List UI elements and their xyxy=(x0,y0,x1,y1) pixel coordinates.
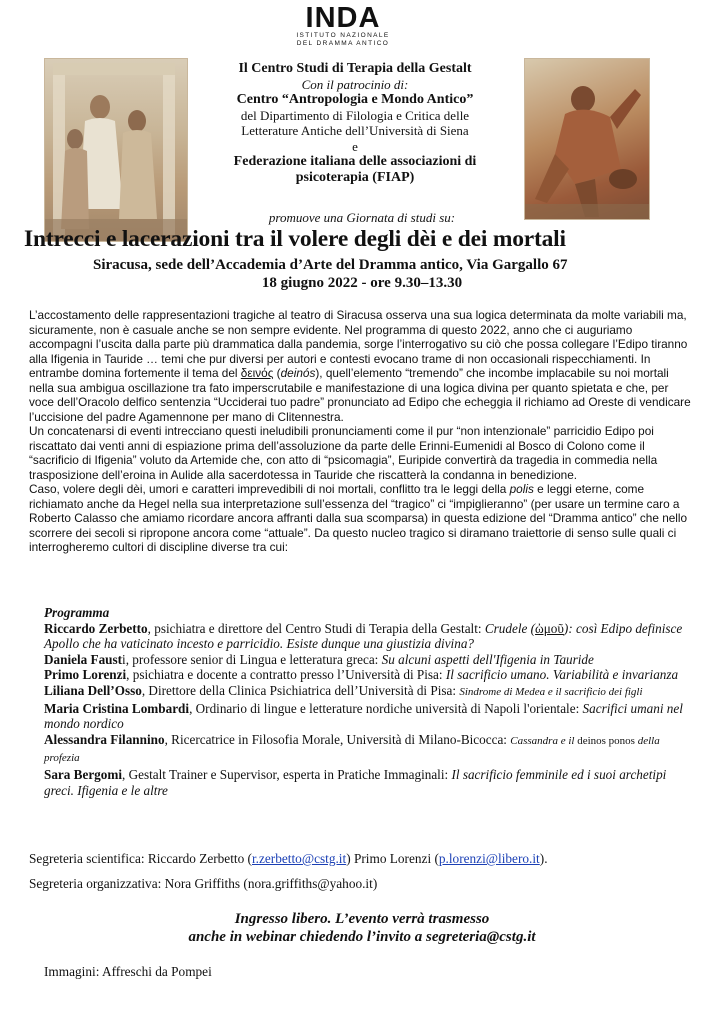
talk-title-term: deinos ponos xyxy=(577,734,635,747)
description-paragraph-1 xyxy=(29,308,694,424)
speaker-name: Daniela Faust xyxy=(44,651,123,667)
speaker-name: Riccardo Zerbetto xyxy=(44,620,148,636)
scientific-secretariat xyxy=(29,851,699,867)
federation-line-1: Federazione italiana delle associazioni di xyxy=(233,154,477,169)
programme-entry xyxy=(44,732,694,767)
department-line-2: Letterature Antiche dell’Università di Siena xyxy=(241,123,469,138)
programme-heading: Programma xyxy=(44,605,110,620)
speaker-name: Alessandra Filannino xyxy=(44,731,165,747)
secretariat-mid: ) Primo Lorenzi ( xyxy=(346,851,439,866)
programme-section xyxy=(44,605,694,798)
programme-entry xyxy=(44,683,694,701)
patronage-label: Con il patrocinio di: xyxy=(301,76,409,92)
description-paragraph-2: Un concatenarsi di eventi intrecciano questi ineludibili pronunciamenti come il pur “non intenzionale” parricidio Edipo poi riscattato dai venti anni di espiazione prima dell’assoluzione da parte delle Erinni-Eumenidi al Bosco di Colono come il “sacrificio di Ifigenia” voluto da Artemide che, con atto di “psicomagia”, Euripide convertirà da tragedia in commedia nella trasposizione dell’eroina in Aulide alla sacerdotessa in Tauride che riscatterà la condanna in benedizione. xyxy=(29,424,658,482)
programme-entry xyxy=(44,652,694,668)
event-header xyxy=(190,61,520,185)
logo-subtitle-2: DEL DRAMMA ANTICO xyxy=(296,40,390,47)
talk-title: Sindrome di Medea e il sacrificio dei figli xyxy=(459,685,643,698)
conjunction: e xyxy=(352,138,358,154)
admission-note xyxy=(0,910,724,946)
fresco-image-right xyxy=(524,58,650,220)
deinos-transliteration: deinós xyxy=(280,366,316,380)
description-text xyxy=(29,308,694,555)
talk-title: Il sacrificio umano. Variabilità e invarianza xyxy=(445,667,679,683)
promotes-line: promuove una Giornata di studi su: xyxy=(268,210,456,225)
paragraph-1-text-a: L’accostamento delle rappresentazioni tragiche al teatro di Siracusa osserva una sua logica determinata da molte variabili ma, sicuramente, non è casuale anche se non sempre evidente. Nel programma di questo 2022, anno che ci auguriamo accompagni l’uscita dalla parte più drammatica dalla pandemia, sorge l’interrogativo su ciò che possa collegare l’Edipo tiranno alla Ifigenia in Tauride … temi che pur diversi per autori e contesti evocano trame di non occasionali rispecchiamenti. In entrambe domina fortemente il tema del xyxy=(29,308,688,380)
event-date: 18 giugno 2022 - ore 9.30–13.30 xyxy=(261,275,463,291)
paragraph-3-text-a: Caso, volere degli dèi, umori e caratteri imprevedibili di noi mortali, conflitto tra le leggi della xyxy=(29,482,510,496)
talk-title: Il sacrificio femminile ed i suoi archetipi greci. Ifigenia e le altre xyxy=(44,766,667,798)
talk-title-cont: ): così Edipo definisce Apollo che ha vaticinato incesto e parricidio. Esiste dunque una giustizia divina? xyxy=(44,620,683,652)
description-paragraph-3 xyxy=(29,482,694,555)
greek-deinos: δεινός xyxy=(240,366,274,380)
logo-wordmark: INDA xyxy=(305,2,381,34)
polis-term: polis xyxy=(509,482,534,496)
speaker-role: , Gestalt Trainer e Supervisor, esperta in Pratiche Immaginali: xyxy=(122,766,452,782)
speaker-role: , Ordinario di lingue e letterature nordiche università di Napoli l'orientale: xyxy=(189,700,583,716)
federation-line-2: psicoterapia (FIAP) xyxy=(295,169,415,185)
speaker-name: Liliana Dell’Osso xyxy=(44,682,142,698)
admission-line-2: anche in webinar chiedendo l’invito a segreteria@cstg.it xyxy=(188,929,536,945)
talk-title: Su alcuni aspetti dell'Ifigenia in Tauride xyxy=(381,651,594,667)
speaker-role: , Ricercatrice in Filosofia Morale, Università di Milano-Bicocca: xyxy=(164,731,511,747)
speaker-role: , psichiatra e docente a contratto presso l’Università di Pisa: xyxy=(126,667,446,683)
speaker-role: , psichiatra e direttore del Centro Studi di Terapia della Gestalt: xyxy=(147,620,485,636)
greek-word: ὠμοῦ xyxy=(535,620,564,636)
paragraph-1-text-c: ), quell’elemento “tremendo” che incombe implacabile su noi mortali nella sua ambigua oscillazione tra fato imperscrutabile e manifestazione di una logica divina per quanto spietata e che, per voce dell’Oracolo delfico sentenzia “Ucciderai tuo padre” pronunciato ad Edipo che echeggia il richiamo ad Oreste di vendicare l’uccisione del padre Agamennone per mano di Clitennestra. xyxy=(29,366,691,424)
event-title: Intrecci e lacerazioni tra il volere degli dèi e dei mortali xyxy=(24,226,566,252)
speaker-name: Maria Cristina Lombardi xyxy=(44,700,190,716)
speaker-name: Primo Lorenzi xyxy=(44,667,127,683)
department-line-1: del Dipartimento di Filologia e Critica delle xyxy=(240,107,470,123)
programme-entry xyxy=(44,701,694,732)
talk-title-cont: della profezia xyxy=(44,734,660,765)
talk-title: Crudele ( xyxy=(484,620,536,636)
speaker-name: Sara Bergomi xyxy=(44,766,123,782)
secretariat-label: Segreteria scientifica: Riccardo Zerbetto ( xyxy=(29,851,252,866)
speaker-role: i, professore senior di Lingua e letteratura greca: xyxy=(122,651,382,667)
centro-name: Centro “Antropologia e Mondo Antico” xyxy=(236,92,474,107)
organizational-secretariat: Segreteria organizzativa: Nora Griffiths (nora.griffiths@yahoo.it) xyxy=(29,876,378,891)
secretariat-end: ). xyxy=(539,851,548,866)
image-credits: Immagini: Affreschi da Pompei xyxy=(44,964,212,979)
zerbetto-email-link[interactable]: r.zerbetto@cstg.it xyxy=(251,851,347,866)
inda-logo xyxy=(283,4,403,48)
speaker-role: , Direttore della Clinica Psichiatrica dell’Università di Pisa: xyxy=(141,682,460,698)
programme-entry xyxy=(44,621,694,652)
programme-entry xyxy=(44,667,694,683)
admission-line-1: Ingresso libero. L’evento verrà trasmesso xyxy=(234,911,490,927)
fresco-right-drawing xyxy=(525,59,649,219)
talk-title: Sacrifici umani nel mondo nordico xyxy=(44,700,683,732)
logo-subtitle-1: ISTITUTO NAZIONALE xyxy=(296,32,390,39)
programme-entry xyxy=(44,767,694,798)
paragraph-3-text-b: e leggi eterne, come richiamato anche da Hegel nella sua interpretazione sull’essenza del “tragico” ci “impiglieranno” (per usare un termine caro a Roberto Calasso che amiamo ricordare ancora affranti dalla sua scomparsa) in questa edizione del “Dramma antico” che nello scorrere dei secoli si ripropone ancora come “attuale”. Da questo nucleo tragico si diramano traiettorie di senso sulle quali ci interrogheremo cultori di discipline diverse tra cui: xyxy=(29,482,688,554)
paragraph-1-text-b: ( xyxy=(273,366,281,380)
lorenzi-email-link[interactable]: p.lorenzi@libero.it xyxy=(438,851,540,866)
event-venue: Siracusa, sede dell’Accademia d’Arte del Dramma antico, Via Gargallo 67 xyxy=(93,257,568,273)
organizer: Il Centro Studi di Terapia della Gestalt xyxy=(238,61,472,76)
talk-title: Cassandra e il xyxy=(510,734,578,747)
